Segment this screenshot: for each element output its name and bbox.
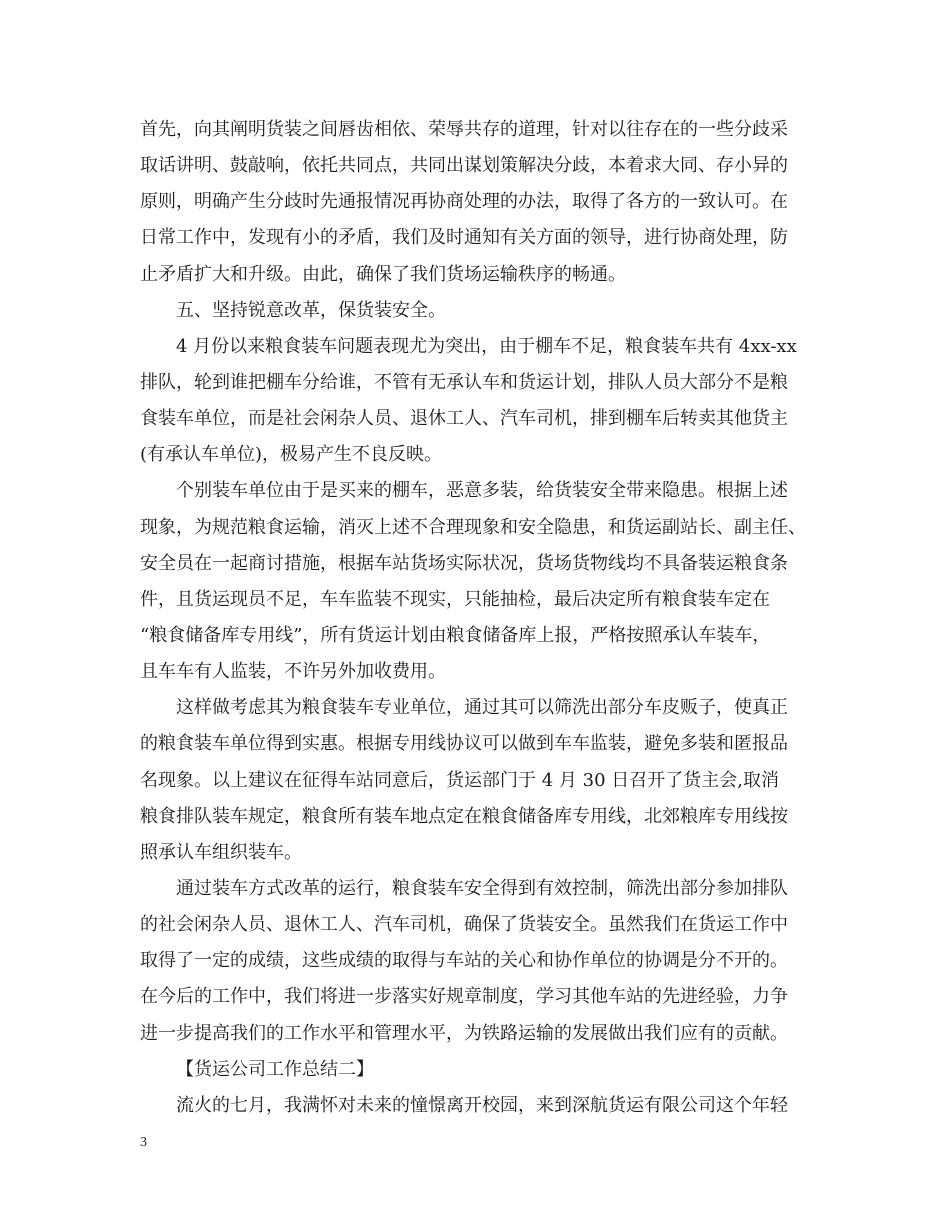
text-line: 照承认车组织装车。 (140, 841, 302, 863)
text-line: 个别装车单位由于是买来的棚车，恶意多装，给货装安全带来隐患。根据上述 (176, 480, 788, 502)
text-line: 的社会闲杂人员、退休工人、汽车司机，确保了货装安全。虽然我们在货运工作中 (140, 914, 788, 936)
text-line: 日常工作中，发现有小的矛盾，我们及时通知有关方面的领导，进行协商处理，防 (140, 227, 788, 249)
text-line: 五、坚持锐意改革，保货装安全。 (176, 299, 446, 321)
text-line: 这样做考虑其为粮食装车专业单位，通过其可以筛洗出部分车皮贩子，使真正 (176, 697, 788, 719)
text-line: 通过装车方式改革的运行，粮食装车安全得到有效控制，筛洗出部分参加排队 (176, 877, 788, 899)
text-line: 首先，向其阐明货装之间唇齿相依、荣辱共存的道理，针对以往存在的一些分歧采 (140, 119, 788, 140)
body-text (140, 112, 830, 1124)
text-line: 的粮食装车单位得到实惠。根据专用线协议可以做到车车监装，避免多装和匿报品 (140, 733, 788, 755)
text-line: 食装车单位，而是社会闲杂人员、退休工人、汽车司机，排到棚车后转卖其他货主 (140, 408, 788, 430)
text-line: 【货运公司工作总结二】 (176, 1058, 374, 1080)
text-line: 4 月份以来粮食装车问题表现尤为突出，由于棚车不足，粮食装车共有 4xx-xx (176, 335, 797, 357)
text-line: 流火的七月，我满怀对未来的憧憬离开校园，来到深航货运有限公司这个年轻 (176, 1094, 788, 1116)
text-line: 名现象。以上建议在征得车站同意后，货运部门于 4 月 30 日召开了货主会,取消 (140, 769, 779, 791)
text-line: 粮食排队装车规定，粮食所有装车地点定在粮食储备库专用线，北郊粮库专用线按 (140, 805, 788, 827)
text-line: 取得了一定的成绩，这些成绩的取得与车站的关心和协作单位的协调是分不开的。 (140, 950, 788, 972)
text-line: 在今后的工作中，我们将进一步落实好规章制度，学习其他车站的先进经验，力争 (140, 986, 788, 1008)
text-line: 现象，为规范粮食运输，消灭上述不合理现象和安全隐患，和货运副站长、副主任、 (140, 516, 806, 538)
text-line: 取话讲明、鼓敲响，依托共同点，共同出谋划策解决分歧，本着求大同、存小异的 (140, 155, 788, 177)
text-line: 进一步提高我们的工作水平和管理水平，为铁路运输的发展做出我们应有的贡献。 (140, 1022, 788, 1044)
text-line: 安全员在一起商讨措施，根据车站货场实际状况，货场货物线均不具备装运粮食条 (140, 552, 788, 574)
text-line: 排队，轮到谁把棚车分给谁，不管有无承认车和货运计划，排队人员大部分不是粮 (140, 371, 788, 393)
text-line: 且车车有人监装，不许另外加收费用。 (140, 661, 446, 683)
text-line: 件，且货运现员不足，车车监装不现实，只能抽检，最后决定所有粮食装车定在 (140, 588, 770, 610)
text-line: (有承认车单位)，极易产生不良反映。 (140, 444, 443, 466)
text-line: 原则，明确产生分歧时先通报情况再协商处理的办法，取得了各方的一致认可。在 (140, 191, 788, 213)
text-line: “粮食储备库专用线”，所有货运计划由粮食储备库上报，严格按照承认车装车， (140, 624, 771, 646)
page-number: 3 (140, 1135, 147, 1150)
text-line: 止矛盾扩大和升级。由此，确保了我们货场运输秩序的畅通。 (140, 263, 626, 285)
